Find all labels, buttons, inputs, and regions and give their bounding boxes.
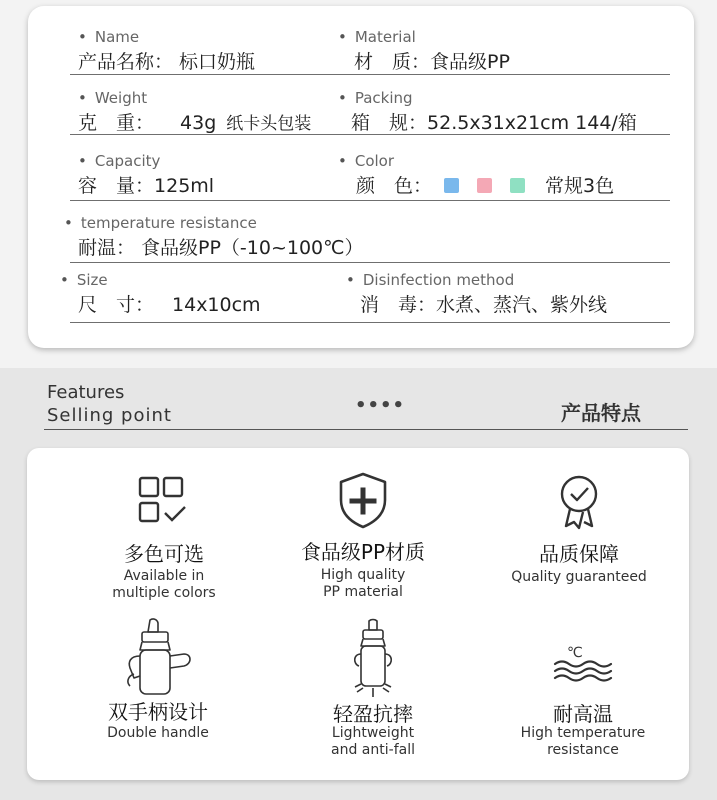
spec-weight-label: 克 重： xyxy=(78,112,155,134)
spec-size-label: 尺 寸： xyxy=(78,294,155,316)
spec-capacity-en: • Capacity xyxy=(78,152,160,170)
spec-disinfection-label: 消 毒： xyxy=(360,294,437,316)
divider xyxy=(70,200,670,201)
shield-plus-icon xyxy=(263,470,463,530)
features-heading-en xyxy=(47,381,172,427)
feature-desc-line: Lightweight xyxy=(331,725,415,741)
spec-capacity-value: 125ml xyxy=(154,175,215,197)
features-divider xyxy=(44,429,688,430)
feature-title: 轻盈抗摔 xyxy=(333,702,413,726)
spec-color-value: 常规3色 xyxy=(545,175,615,197)
spec-size-en: • Size xyxy=(60,271,108,289)
spec-material-label: 材 质： xyxy=(354,51,431,73)
spec-weight-en: • Weight xyxy=(78,89,147,107)
spec-card xyxy=(28,6,694,348)
divider xyxy=(70,134,670,135)
double-handle-bottle-icon xyxy=(58,616,258,698)
feature-desc-line: resistance xyxy=(547,742,619,758)
feature-desc-line: Double handle xyxy=(107,725,209,741)
features-card xyxy=(27,448,689,780)
feature-desc-line: High quality xyxy=(320,567,406,583)
spec-material-en: • Material xyxy=(338,28,416,46)
spec-weight-note: 纸卡头包装 xyxy=(226,114,312,134)
spec-color-en: • Color xyxy=(338,152,394,170)
multi-color-icon xyxy=(64,474,264,530)
spec-color-label: 颜 色： xyxy=(356,175,433,197)
spec-disinfection-en: • Disinfection method xyxy=(346,271,514,289)
feature-desc-line: High temperature xyxy=(520,725,646,741)
feature-title: 品质保障 xyxy=(539,542,619,566)
spec-disinfection-value: 水煮、蒸汽、紫外线 xyxy=(436,294,608,316)
spec-packing-label: 箱 规： xyxy=(351,112,428,134)
spec-temperature-value: 食品级PP（-10~100℃） xyxy=(141,237,364,259)
color-swatch-blue xyxy=(444,178,459,193)
feature-desc-line: multiple colors xyxy=(112,585,216,601)
anti-fall-bottle-icon xyxy=(273,618,473,700)
feature-title: 多色可选 xyxy=(124,542,204,566)
divider xyxy=(70,322,670,323)
spec-temperature-en: • temperature resistance xyxy=(64,214,257,232)
spec-size-value: 14x10cm xyxy=(172,294,261,316)
features-heading-line1: Features xyxy=(47,382,125,403)
spec-name-label: 产品名称： xyxy=(78,51,174,73)
feature-desc-line: Quality guaranteed xyxy=(511,569,647,585)
feature-desc-line: Available in xyxy=(123,568,205,584)
spec-packing-value: 52.5x31x21cm 144/箱 xyxy=(427,112,637,134)
decorative-dots: •••• xyxy=(355,395,406,416)
divider xyxy=(70,74,670,75)
spec-material-value: 食品级PP xyxy=(430,51,510,73)
spec-name-en: • Name xyxy=(78,28,139,46)
spec-temperature-label: 耐温： xyxy=(78,237,136,259)
divider xyxy=(70,262,670,263)
color-swatch-mint xyxy=(510,178,525,193)
spec-weight-value: 43g xyxy=(180,112,217,134)
quality-badge-icon xyxy=(479,474,679,530)
color-swatch-pink xyxy=(477,178,492,193)
features-heading-line2: Selling point xyxy=(47,405,172,426)
spec-section xyxy=(0,0,717,368)
feature-desc-line: PP material xyxy=(323,584,403,600)
features-heading-cn: 产品特点 xyxy=(561,401,641,425)
feature-title: 食品级PP材质 xyxy=(300,540,426,564)
spec-capacity-label: 容 量： xyxy=(78,175,155,197)
feature-title: 耐高温 xyxy=(553,702,613,726)
high-temperature-icon xyxy=(483,642,683,682)
feature-title: 双手柄设计 xyxy=(108,700,208,724)
spec-packing-en: • Packing xyxy=(338,89,413,107)
svg-text:℃: ℃ xyxy=(567,645,583,661)
spec-name-value: 标口奶瓶 xyxy=(179,51,256,73)
feature-desc-line: and anti-fall xyxy=(331,742,415,758)
